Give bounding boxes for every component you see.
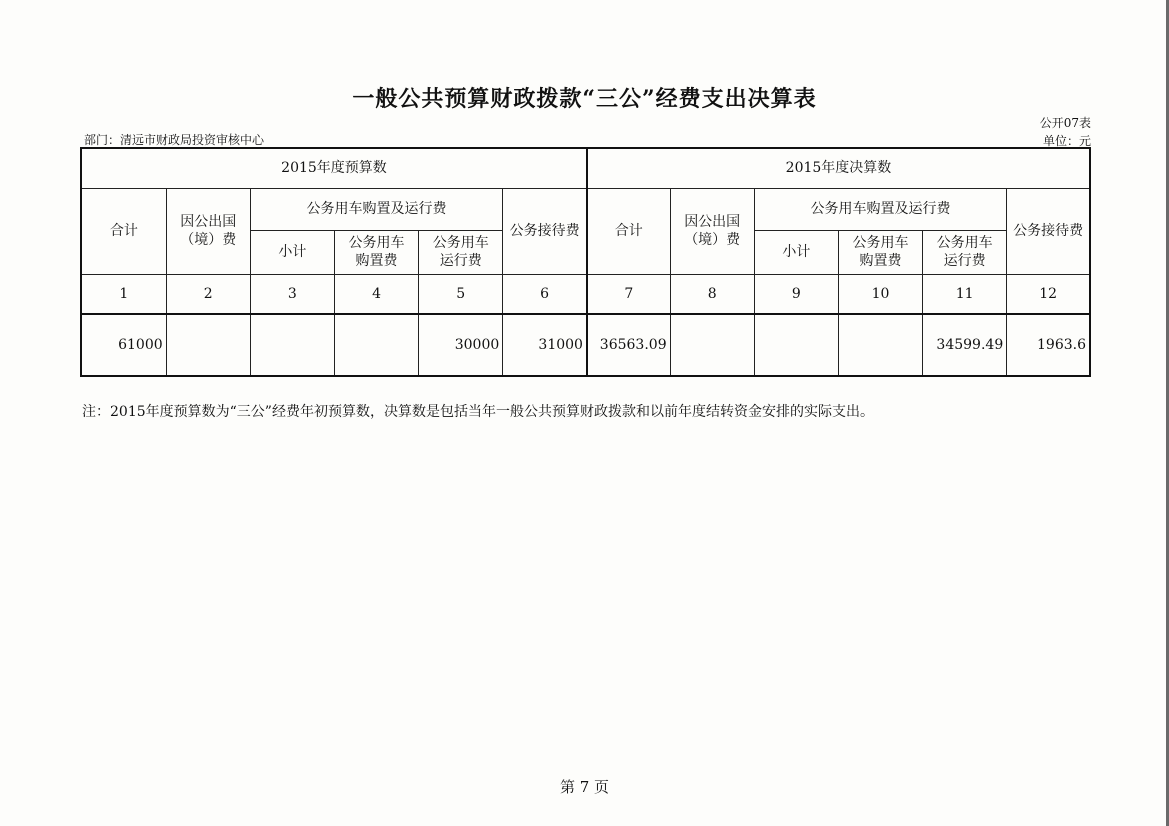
- budget-group-header: 2015年度预算数: [81, 148, 587, 188]
- header-budget-subtotal: 小计: [250, 230, 334, 274]
- budget-vehicle-purchase-cell: [334, 314, 418, 376]
- header-budget-purchase: 公务用车 购置费: [334, 230, 418, 274]
- column-number: 6: [503, 274, 587, 314]
- final-group-header: 2015年度决算数: [587, 148, 1090, 188]
- expense-table: [80, 147, 1091, 377]
- header-final-running: 公务用车 运行费: [923, 230, 1007, 274]
- header-budget-running: 公务用车 运行费: [419, 230, 503, 274]
- header-budget-vehicle: 公务用车购置及运行费: [250, 188, 502, 230]
- column-number: 2: [166, 274, 250, 314]
- column-number: 1: [81, 274, 166, 314]
- group-header-row: [81, 148, 1090, 188]
- header-final-subtotal: 小计: [754, 230, 838, 274]
- final-reception-cell: 1963.6: [1007, 314, 1090, 376]
- header-final-abroad: 因公出国 （境）费: [670, 188, 754, 274]
- header-final-vehicle: 公务用车购置及运行费: [754, 188, 1006, 230]
- column-number-row: [81, 274, 1090, 314]
- final-vehicle-subtotal-cell: [754, 314, 838, 376]
- column-number: 8: [670, 274, 754, 314]
- budget-reception-cell: 31000: [503, 314, 587, 376]
- budget-abroad-cell: [166, 314, 250, 376]
- final-vehicle-running-cell: 34599.49: [923, 314, 1007, 376]
- header-row-1: [81, 188, 1090, 230]
- unit-label: 单位：元: [1042, 134, 1091, 148]
- column-number: 11: [923, 274, 1007, 314]
- header-budget-reception: 公务接待费: [503, 188, 587, 274]
- final-abroad-cell: [670, 314, 754, 376]
- column-number: 7: [587, 274, 670, 314]
- table-row: [81, 314, 1090, 376]
- header-budget-abroad: 因公出国 （境）费: [166, 188, 250, 274]
- header-budget-total: 合计: [81, 188, 166, 274]
- column-number: 12: [1007, 274, 1090, 314]
- column-number: 4: [334, 274, 418, 314]
- budget-total-cell: 61000: [81, 314, 166, 376]
- final-vehicle-purchase-cell: [838, 314, 922, 376]
- column-number: 9: [754, 274, 838, 314]
- header-final-reception: 公务接待费: [1007, 188, 1090, 274]
- header-final-purchase: 公务用车 购置费: [838, 230, 922, 274]
- budget-vehicle-subtotal-cell: [250, 314, 334, 376]
- column-number: 5: [419, 274, 503, 314]
- page-number: 第 7 页: [559, 778, 610, 796]
- department-label: 部门：清远市财政局投资审核中心: [84, 133, 265, 147]
- column-number: 10: [838, 274, 922, 314]
- document-title: 一般公共预算财政拨款“三公”经费支出决算表: [352, 86, 817, 112]
- column-number: 3: [250, 274, 334, 314]
- footnote: 注：2015年度预算数为“三公”经费年初预算数，决算数是包括当年一般公共预算财政拨款和以前年度结转资金安排的实际支出。: [82, 404, 874, 420]
- header-final-total: 合计: [587, 188, 670, 274]
- budget-vehicle-running-cell: 30000: [419, 314, 503, 376]
- final-total-cell: 36563.09: [587, 314, 670, 376]
- form-number: 公开07表: [1039, 116, 1091, 130]
